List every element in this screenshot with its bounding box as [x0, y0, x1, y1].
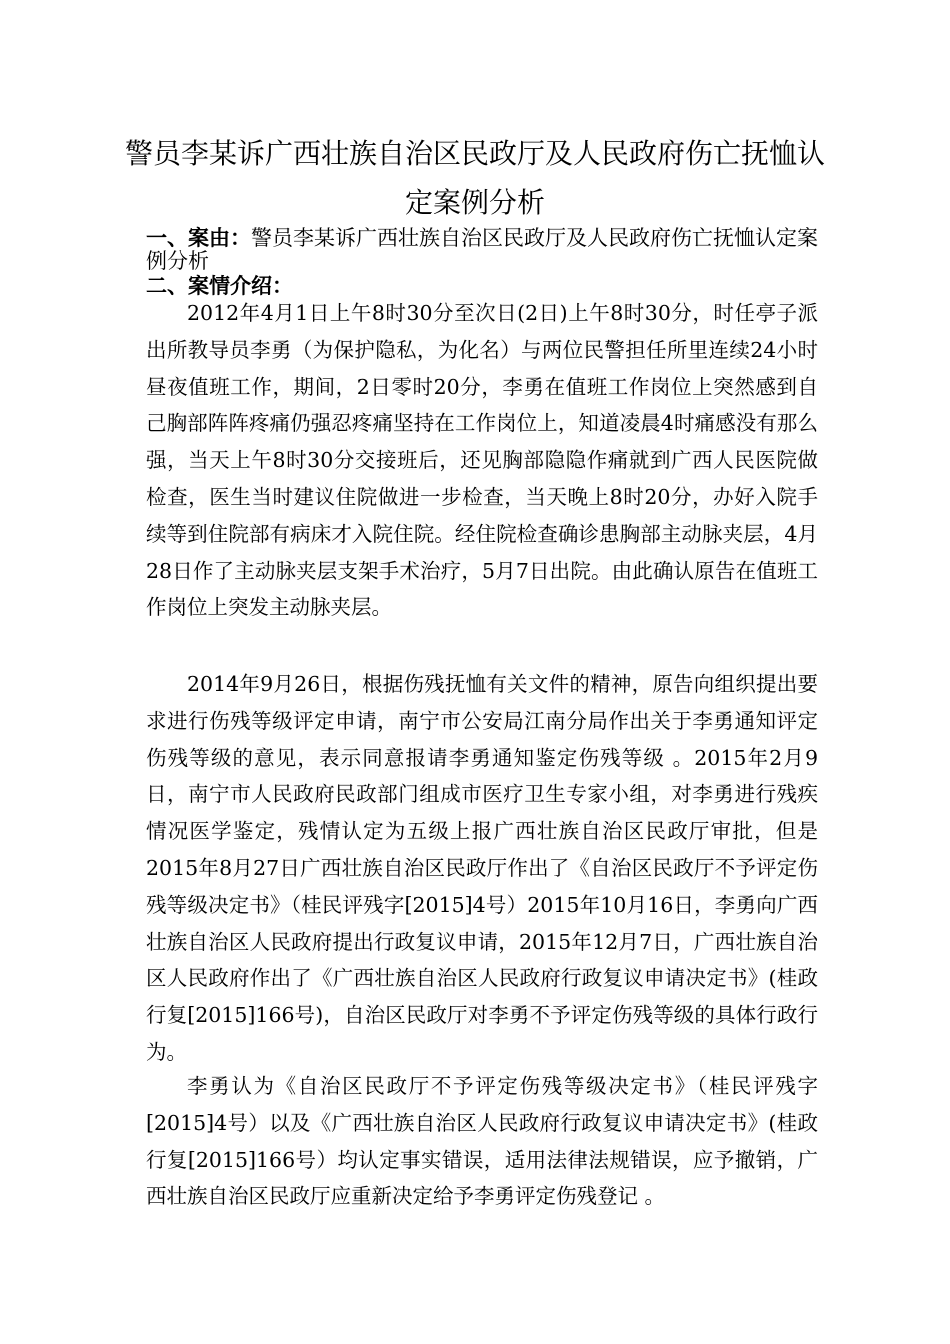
- section-case-cause: [146, 227, 826, 273]
- paragraph-text: 2014年9月26日，根据伤残抚恤有关文件的精神，原告向组织提出要求进行伤残等级评定申请，南宁市公安局江南分局作出关于李勇通知评定伤残等级的意见，表示同意报请李勇通知鉴定伤残等级 。2015年2月9日，南宁市人民政府民政部门组成市医疗卫生专家小组，对李勇进行残疾情况医学鉴定，残情认定为五级上报广西壮族自治区民政厅审批，但是2015年8月27日广西壮族自治区民政厅作出了《自治区民政厅不予评定伤残等级决定书》（桂民评残字[2015]4号）2015年10月16日，李勇向广西壮族自治区人民政府提出行政复议申请，2015年12月7日，广西壮族自治区人民政府作出了《广西壮族自治区人民政府行政复议申请决定书》(桂政行复[2015]166号)，自治区民政厅对李勇不予评定伤残等级的具体行政行为。: [146, 672, 818, 1064]
- paragraph-1: [146, 295, 818, 626]
- section-case-cause-text: 警员李某诉广西壮族自治区民政厅及人民政府伤亡抚恤认定案例分析: [146, 226, 818, 273]
- paragraph-2: [146, 666, 818, 1071]
- paragraph-text: 2012年4月1日上午8时30分至次日(2日)上午8时30分，时任亭子派出所教导员李勇（为保护隐私，为化名）与两位民警担任所里连续24小时昼夜值班工作，期间，2日零时20分，李勇在值班工作岗位上突然感到自己胸部阵阵疼痛仍强忍疼痛坚持在工作岗位上，知道凌晨4时痛感没有那么强，当天上午8时30分交接班后，还见胸部隐隐作痛就到广西人民医院做检查，医生当时建议住院做进一步检查，当天晚上8时20分，办好入院手续等到住院部有病床才入院住院。经住院检查确诊患胸部主动脉夹层，4月28日作了主动脉夹层支架手术治疗，5月7日出院。由此确认原告在值班工作岗位上突发主动脉夹层。: [146, 301, 818, 620]
- paragraph-3: [146, 1068, 818, 1215]
- paragraph-text: 李勇认为《自治区民政厅不予评定伤残等级决定书》（桂民评残字[2015]4号）以及《广西壮族自治区人民政府行政复议申请决定书》(桂政行复[2015]166号）均认定事实错误，适用法律法规错误，应予撤销，广西壮族自治区民政厅应重新决定给予李勇评定伤残登记 。: [146, 1074, 818, 1209]
- section-case-facts-label: 二、案情介绍：: [146, 274, 293, 298]
- document-title-line-1: 警员李某诉广西壮族自治区民政厅及人民政府伤亡抚恤认: [124, 137, 825, 170]
- document-title-line-2: 定案例分析: [404, 186, 545, 219]
- section-case-cause-label: 一、案由：: [146, 226, 251, 250]
